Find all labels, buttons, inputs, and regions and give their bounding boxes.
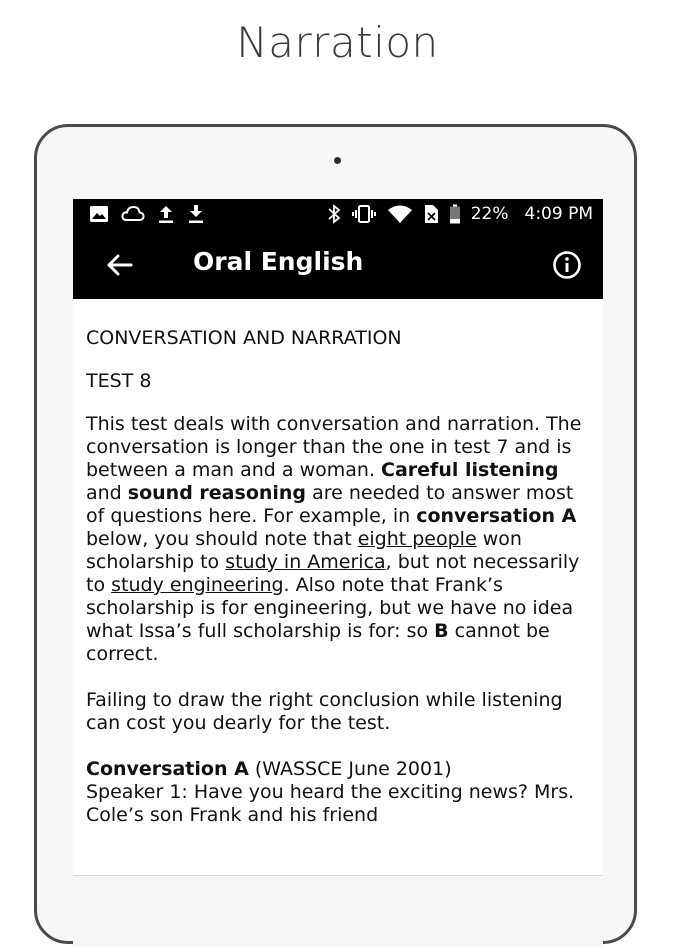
paragraph-text: cannot be correct.	[86, 620, 550, 665]
battery-percent: 22%	[470, 204, 509, 224]
device-screen	[73, 199, 603, 947]
cloud-icon	[121, 205, 145, 223]
bottom-bar	[73, 875, 603, 947]
status-bar	[73, 199, 603, 229]
info-icon	[552, 250, 582, 280]
speaker-line: Speaker 1: Have you heard the exciting news? Mrs. Cole’s son Frank and his friend	[86, 781, 575, 826]
lesson-paragraph	[86, 413, 596, 666]
status-left-icons	[89, 204, 205, 224]
bold-text: B	[434, 620, 449, 642]
paragraph-text: are needed to answer most of questions here. For example, in	[86, 482, 574, 527]
conversation-source: (WASSCE June 2001)	[248, 758, 452, 780]
bold-text: sound reasoning	[127, 482, 307, 504]
vibrate-icon	[351, 204, 377, 224]
info-button[interactable]	[551, 249, 583, 281]
conversation-paragraph	[86, 758, 596, 827]
paragraph-text: below, you should note that	[86, 528, 358, 550]
paragraph-text: won scholarship to	[86, 528, 522, 573]
paragraph-text: . Also note that Frank’s scholarship is for engineering, but we have no idea what Issa’s full scholarship is for: so	[86, 574, 574, 642]
lesson-content	[86, 327, 596, 827]
test-number: TEST 8	[86, 370, 152, 392]
download-icon	[187, 204, 205, 224]
tablet-frame	[34, 124, 637, 944]
conversation-label: Conversation A	[86, 758, 249, 780]
paragraph-text: , but not necessarily to	[86, 551, 580, 596]
status-time: 4:09 PM	[524, 204, 593, 224]
front-camera	[334, 157, 341, 164]
arrow-left-icon	[105, 253, 133, 277]
paragraph-text: and	[86, 482, 128, 504]
paragraph-text: This test deals with conversation and narration. The conversation is longer than the one in test 7 and is between a man and a woman.	[86, 413, 582, 481]
lesson-heading: CONVERSATION AND NARRATION	[86, 327, 402, 349]
sim-icon	[423, 204, 439, 224]
wifi-icon	[387, 204, 413, 224]
status-right-icons	[327, 204, 593, 224]
bluetooth-icon	[327, 204, 341, 224]
upload-icon	[157, 204, 175, 224]
app-bar	[73, 229, 603, 299]
app-title: Oral English	[193, 247, 364, 276]
battery-icon	[449, 204, 461, 224]
image-icon	[89, 205, 109, 223]
back-button[interactable]	[103, 249, 135, 281]
underlined-text: study in America	[225, 551, 386, 573]
failing-paragraph: Failing to draw the right conclusion while listening can cost you dearly for the test.	[86, 689, 563, 734]
underlined-text: study engineering	[111, 574, 284, 596]
bold-text: Careful listening	[381, 459, 559, 481]
underlined-text: eight people	[357, 528, 477, 550]
bold-text: conversation A	[416, 505, 577, 527]
page-caption: Narration	[236, 18, 439, 67]
